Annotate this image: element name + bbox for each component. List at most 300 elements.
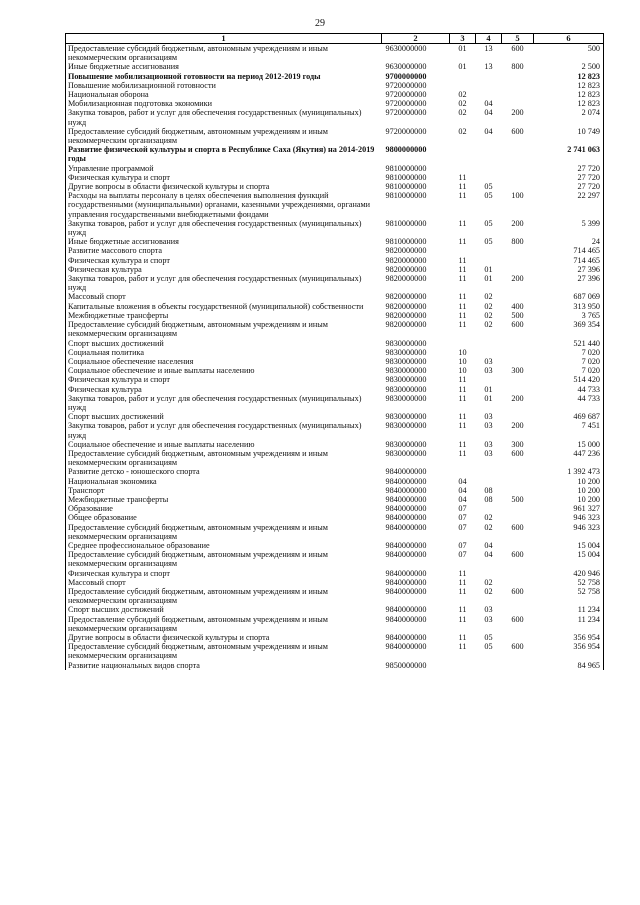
row-expense-type: 200 <box>511 421 524 431</box>
table-row <box>66 449 604 467</box>
row-amount: 2 741 063 <box>534 145 604 163</box>
row-name: Управление программой <box>66 164 382 173</box>
row-expense-type <box>502 173 534 182</box>
row-amount: 15 004 <box>534 541 604 550</box>
table-row <box>66 615 604 633</box>
row-subsection: 03 <box>484 614 493 624</box>
row-expense-type <box>502 486 534 495</box>
row-code: 9830000000 <box>385 338 427 348</box>
row-subsection: 13 <box>484 62 493 72</box>
row-expense-type: 600 <box>511 550 524 560</box>
row-subsection: 01 <box>484 264 493 274</box>
row-expense-type <box>502 246 534 255</box>
table-row <box>66 182 604 191</box>
row-name: Общее образование <box>66 513 382 522</box>
row-code: 9850000000 <box>385 660 427 670</box>
row-section: 11 <box>458 614 467 624</box>
row-subsection: 03 <box>484 412 493 422</box>
row-name: Предоставление субсидий бюджетным, автономным учреждениям и иным некоммерческим организациям <box>66 320 382 338</box>
row-name: Межбюджетные трансферты <box>66 495 382 504</box>
row-code: 9810000000 <box>385 191 427 201</box>
row-section: 04 <box>458 485 467 495</box>
table-row <box>66 550 604 568</box>
row-section <box>450 81 476 90</box>
row-expense-type <box>502 357 534 366</box>
row-section: 11 <box>458 642 467 652</box>
row-subsection <box>476 173 502 182</box>
row-name: Предоставление субсидий бюджетным, автономным учреждениям и иным некоммерческим организациям <box>66 44 382 63</box>
row-code: 9820000000 <box>385 301 427 311</box>
row-amount: 447 236 <box>534 449 604 467</box>
row-section: 11 <box>458 439 467 449</box>
row-code: 9830000000 <box>385 421 427 431</box>
header-col-5: 5 <box>502 34 534 44</box>
row-name: Транспорт <box>66 486 382 495</box>
row-amount: 52 758 <box>534 578 604 587</box>
row-section <box>450 467 476 476</box>
row-name: Иные бюджетные ассигнования <box>66 62 382 71</box>
row-expense-type <box>502 90 534 99</box>
row-section: 11 <box>458 412 467 422</box>
table-row <box>66 477 604 486</box>
row-expense-type <box>502 145 534 163</box>
row-amount: 500 <box>534 44 604 63</box>
row-section: 10 <box>458 356 467 366</box>
row-subsection: 03 <box>484 439 493 449</box>
row-code: 9830000000 <box>385 375 427 385</box>
row-code: 9720000000 <box>385 80 427 90</box>
row-expense-type: 600 <box>511 126 524 136</box>
row-expense-type: 500 <box>511 494 524 504</box>
row-expense-type <box>502 569 534 578</box>
row-subsection <box>476 164 502 173</box>
row-section <box>450 661 476 670</box>
row-amount: 15 004 <box>534 550 604 568</box>
row-name: Предоставление субсидий бюджетным, автономным учреждениям и иным некоммерческим организациям <box>66 449 382 467</box>
row-name: Образование <box>66 504 382 513</box>
row-amount: 714 465 <box>534 246 604 255</box>
row-section: 11 <box>458 320 467 330</box>
row-amount: 52 758 <box>534 587 604 605</box>
row-amount: 356 954 <box>534 642 604 660</box>
row-amount: 356 954 <box>534 633 604 642</box>
row-expense-type: 600 <box>511 44 524 53</box>
row-name: Физическая культура <box>66 385 382 394</box>
row-amount: 44 733 <box>534 385 604 394</box>
table-row <box>66 256 604 265</box>
table-row <box>66 127 604 145</box>
row-code: 9830000000 <box>385 347 427 357</box>
row-section: 11 <box>458 448 467 458</box>
table-row <box>66 578 604 587</box>
row-name: Повышение мобилизационной готовности <box>66 81 382 90</box>
row-expense-type <box>502 81 534 90</box>
row-amount: 11 234 <box>534 615 604 633</box>
table-row <box>66 523 604 541</box>
row-subsection <box>476 81 502 90</box>
row-subsection: 08 <box>484 494 493 504</box>
row-expense-type: 300 <box>511 439 524 449</box>
table-row <box>66 62 604 71</box>
table-row <box>66 467 604 476</box>
row-name: Предоставление субсидий бюджетным, автономным учреждениям и иным некоммерческим организациям <box>66 523 382 541</box>
row-subsection <box>476 145 502 163</box>
row-section: 11 <box>458 182 467 192</box>
row-expense-type <box>502 265 534 274</box>
table-row <box>66 661 604 670</box>
row-name: Мобилизационная подготовка экономики <box>66 99 382 108</box>
row-expense-type <box>502 99 534 108</box>
table-row <box>66 412 604 421</box>
row-code: 9830000000 <box>385 366 427 376</box>
row-expense-type: 600 <box>511 320 524 330</box>
row-subsection: 03 <box>484 448 493 458</box>
row-section: 11 <box>458 568 467 578</box>
row-section: 07 <box>458 522 467 532</box>
row-subsection: 05 <box>484 191 493 201</box>
table-row <box>66 587 604 605</box>
row-code: 9840000000 <box>385 494 427 504</box>
row-name: Закупка товаров, работ и услуг для обеспечения государственных (муниципальных) нужд <box>66 394 382 412</box>
row-expense-type <box>502 348 534 357</box>
row-subsection: 04 <box>484 550 493 560</box>
row-amount: 514 420 <box>534 375 604 384</box>
row-code: 9700000000 <box>385 71 427 81</box>
row-expense-type <box>502 182 534 191</box>
row-subsection: 08 <box>484 485 493 495</box>
row-code: 9830000000 <box>385 393 427 403</box>
row-section: 11 <box>458 384 467 394</box>
header-col-4: 4 <box>476 34 502 44</box>
row-section <box>450 164 476 173</box>
row-code: 9840000000 <box>385 467 427 477</box>
row-name: Физическая культура <box>66 265 382 274</box>
row-code: 9810000000 <box>385 182 427 192</box>
row-name: Иные бюджетные ассигнования <box>66 237 382 246</box>
table-row <box>66 145 604 163</box>
row-amount: 27 720 <box>534 173 604 182</box>
row-subsection: 01 <box>484 274 493 284</box>
row-expense-type: 200 <box>511 274 524 284</box>
row-code: 9840000000 <box>385 605 427 615</box>
row-amount: 469 687 <box>534 412 604 421</box>
row-section: 02 <box>458 99 467 109</box>
row-name: Физическая культура и спорт <box>66 173 382 182</box>
row-section: 02 <box>458 126 467 136</box>
header-col-6: 6 <box>534 34 604 44</box>
row-section: 11 <box>458 375 467 385</box>
row-subsection <box>476 339 502 348</box>
row-section: 01 <box>458 44 467 53</box>
row-expense-type <box>502 661 534 670</box>
row-section: 11 <box>458 633 467 642</box>
row-name: Массовый спорт <box>66 578 382 587</box>
row-subsection <box>476 256 502 265</box>
table-row <box>66 385 604 394</box>
row-subsection <box>476 569 502 578</box>
row-section: 11 <box>458 310 467 320</box>
row-name: Закупка товаров, работ и услуг для обеспечения государственных (муниципальных) нужд <box>66 274 382 292</box>
row-section: 01 <box>458 62 467 72</box>
row-section <box>450 339 476 348</box>
row-subsection <box>476 72 502 81</box>
row-code: 9840000000 <box>385 614 427 624</box>
row-amount: 10 200 <box>534 495 604 504</box>
row-subsection: 05 <box>484 633 493 642</box>
row-name: Закупка товаров, работ и услуг для обеспечения государственных (муниципальных) нужд <box>66 219 382 237</box>
row-section: 11 <box>458 218 467 228</box>
row-amount: 369 354 <box>534 320 604 338</box>
row-code: 9720000000 <box>385 90 427 100</box>
row-name: Закупка товаров, работ и услуг для обеспечения государственных (муниципальных) нужд <box>66 421 382 439</box>
table-row <box>66 164 604 173</box>
row-name: Предоставление субсидий бюджетным, автономным учреждениям и иным некоммерческим организациям <box>66 127 382 145</box>
row-code: 9840000000 <box>385 476 427 486</box>
row-expense-type: 100 <box>511 191 524 201</box>
row-subsection <box>476 477 502 486</box>
row-name: Национальная экономика <box>66 477 382 486</box>
row-subsection: 05 <box>484 218 493 228</box>
row-expense-type: 300 <box>511 366 524 376</box>
row-name: Предоставление субсидий бюджетным, автономным учреждениям и иным некоммерческим организациям <box>66 615 382 633</box>
row-code: 9840000000 <box>385 568 427 578</box>
header-col-1: 1 <box>66 34 382 44</box>
row-name: Национальная оборона <box>66 90 382 99</box>
row-code: 9820000000 <box>385 255 427 265</box>
row-subsection <box>476 467 502 476</box>
row-amount: 2 500 <box>534 62 604 71</box>
table-row <box>66 642 604 660</box>
table-row <box>66 246 604 255</box>
table-row <box>66 605 604 614</box>
row-amount: 15 000 <box>534 440 604 449</box>
row-subsection: 03 <box>484 421 493 431</box>
row-subsection: 02 <box>484 522 493 532</box>
table-row <box>66 219 604 237</box>
table-row <box>66 339 604 348</box>
row-code: 9820000000 <box>385 292 427 302</box>
row-amount: 10 200 <box>534 477 604 486</box>
table-row <box>66 366 604 375</box>
row-code: 9720000000 <box>385 108 427 118</box>
row-subsection: 05 <box>484 237 493 247</box>
row-section: 11 <box>458 421 467 431</box>
table-row <box>66 569 604 578</box>
row-subsection: 05 <box>484 182 493 192</box>
table-body <box>66 44 604 670</box>
row-code: 9810000000 <box>385 237 427 247</box>
row-code: 9720000000 <box>385 126 427 136</box>
row-subsection: 02 <box>484 586 493 596</box>
table-row <box>66 237 604 246</box>
row-expense-type <box>502 72 534 81</box>
row-subsection <box>476 348 502 357</box>
row-expense-type <box>502 375 534 384</box>
row-amount: 10 200 <box>534 486 604 495</box>
row-section: 02 <box>458 108 467 118</box>
row-section: 07 <box>458 513 467 523</box>
row-expense-type: 600 <box>511 614 524 624</box>
row-section: 11 <box>458 605 467 615</box>
row-amount: 27 396 <box>534 274 604 292</box>
table-row <box>66 541 604 550</box>
row-section: 07 <box>458 504 467 514</box>
row-code: 9840000000 <box>385 586 427 596</box>
table-row <box>66 486 604 495</box>
row-amount: 420 946 <box>534 569 604 578</box>
row-code: 9810000000 <box>385 163 427 173</box>
row-expense-type <box>502 513 534 522</box>
table-row <box>66 173 604 182</box>
row-subsection: 03 <box>484 356 493 366</box>
row-amount: 11 234 <box>534 605 604 614</box>
row-section: 11 <box>458 255 467 265</box>
row-section: 04 <box>458 494 467 504</box>
row-expense-type: 600 <box>511 522 524 532</box>
row-section: 11 <box>458 264 467 274</box>
row-subsection: 02 <box>484 320 493 330</box>
row-amount: 27 720 <box>534 182 604 191</box>
row-expense-type <box>502 385 534 394</box>
row-name: Расходы на выплаты персоналу в целях обеспечения выполнения функций государственными (муниципальными) органами, казенными учреждениями, органами управления государственными внебюджетными фондами <box>66 191 382 219</box>
row-name: Социальное обеспечение населения <box>66 357 382 366</box>
row-subsection: 02 <box>484 292 493 302</box>
row-expense-type <box>502 477 534 486</box>
row-code: 9810000000 <box>385 218 427 228</box>
row-amount: 3 765 <box>534 311 604 320</box>
row-subsection: 02 <box>484 310 493 320</box>
row-name: Среднее профессиональное образование <box>66 541 382 550</box>
row-name: Физическая культура и спорт <box>66 256 382 265</box>
row-expense-type <box>502 541 534 550</box>
row-code: 9830000000 <box>385 439 427 449</box>
table-row <box>66 440 604 449</box>
row-amount: 12 823 <box>534 90 604 99</box>
row-expense-type: 200 <box>511 393 524 403</box>
row-section: 10 <box>458 366 467 376</box>
row-expense-type <box>502 578 534 587</box>
row-code: 9820000000 <box>385 310 427 320</box>
row-section: 11 <box>458 172 467 182</box>
table-row <box>66 292 604 301</box>
row-name: Массовый спорт <box>66 292 382 301</box>
row-subsection <box>476 246 502 255</box>
row-name: Закупка товаров, работ и услуг для обеспечения государственных (муниципальных) нужд <box>66 108 382 126</box>
row-code: 9830000000 <box>385 412 427 422</box>
table-row <box>66 394 604 412</box>
row-name: Социальное обеспечение и иные выплаты населению <box>66 440 382 449</box>
row-name: Физическая культура и спорт <box>66 375 382 384</box>
row-name: Развитие детско - юношеского спорта <box>66 467 382 476</box>
table-row <box>66 81 604 90</box>
row-name: Спорт высших достижений <box>66 605 382 614</box>
row-code: 9630000000 <box>385 44 427 53</box>
row-subsection: 02 <box>484 577 493 587</box>
row-subsection: 04 <box>484 126 493 136</box>
row-section: 11 <box>458 292 467 302</box>
row-amount: 10 749 <box>534 127 604 145</box>
row-subsection: 02 <box>484 513 493 523</box>
row-section: 11 <box>458 274 467 284</box>
row-expense-type: 600 <box>511 642 524 652</box>
row-subsection: 01 <box>484 384 493 394</box>
row-expense-type <box>502 605 534 614</box>
row-code: 9840000000 <box>385 513 427 523</box>
table-row <box>66 495 604 504</box>
page-number: 29 <box>315 18 325 29</box>
row-code: 9720000000 <box>385 99 427 109</box>
row-section: 10 <box>458 347 467 357</box>
row-amount: 687 069 <box>534 292 604 301</box>
row-amount: 12 823 <box>534 72 604 81</box>
row-code: 9840000000 <box>385 485 427 495</box>
row-name: Межбюджетные трансферты <box>66 311 382 320</box>
row-name: Развитие национальных видов спорта <box>66 661 382 670</box>
row-name: Другие вопросы в области физической культуры и спорта <box>66 182 382 191</box>
row-code: 9840000000 <box>385 550 427 560</box>
row-section: 11 <box>458 393 467 403</box>
row-name: Социальная политика <box>66 348 382 357</box>
row-code: 9840000000 <box>385 633 427 642</box>
row-subsection <box>476 504 502 513</box>
row-code: 9820000000 <box>385 246 427 256</box>
table-row <box>66 375 604 384</box>
row-code: 9820000000 <box>385 274 427 284</box>
row-name: Развитие массового спорта <box>66 246 382 255</box>
row-amount: 946 323 <box>534 523 604 541</box>
row-amount: 7 020 <box>534 366 604 375</box>
row-code: 9840000000 <box>385 642 427 652</box>
row-subsection: 01 <box>484 393 493 403</box>
row-section: 04 <box>458 476 467 486</box>
table-row <box>66 311 604 320</box>
row-expense-type <box>502 467 534 476</box>
table-row <box>66 633 604 642</box>
row-code: 9840000000 <box>385 540 427 550</box>
row-amount: 521 440 <box>534 339 604 348</box>
row-subsection <box>476 375 502 384</box>
row-code: 9820000000 <box>385 264 427 274</box>
row-amount: 2 074 <box>534 108 604 126</box>
row-expense-type: 800 <box>511 237 524 247</box>
row-section <box>450 145 476 163</box>
row-expense-type: 400 <box>511 301 524 311</box>
row-expense-type: 600 <box>511 448 524 458</box>
row-expense-type <box>502 164 534 173</box>
row-name: Другие вопросы в области физической культуры и спорта <box>66 633 382 642</box>
row-section: 11 <box>458 586 467 596</box>
row-subsection: 05 <box>484 642 493 652</box>
row-section: 11 <box>458 301 467 311</box>
row-amount: 24 <box>534 237 604 246</box>
row-name: Физическая культура и спорт <box>66 569 382 578</box>
table-row <box>66 99 604 108</box>
row-subsection: 13 <box>484 44 493 53</box>
table-row <box>66 504 604 513</box>
header-col-3: 3 <box>450 34 476 44</box>
row-name: Предоставление субсидий бюджетным, автономным учреждениям и иным некоммерческим организациям <box>66 550 382 568</box>
table-row <box>66 348 604 357</box>
row-code: 9830000000 <box>385 448 427 458</box>
row-code: 9840000000 <box>385 522 427 532</box>
row-code: 9840000000 <box>385 577 427 587</box>
row-amount: 946 323 <box>534 513 604 522</box>
row-subsection: 04 <box>484 540 493 550</box>
row-section: 11 <box>458 577 467 587</box>
row-expense-type: 200 <box>511 108 524 118</box>
row-code: 9830000000 <box>385 384 427 394</box>
row-code: 9830000000 <box>385 356 427 366</box>
